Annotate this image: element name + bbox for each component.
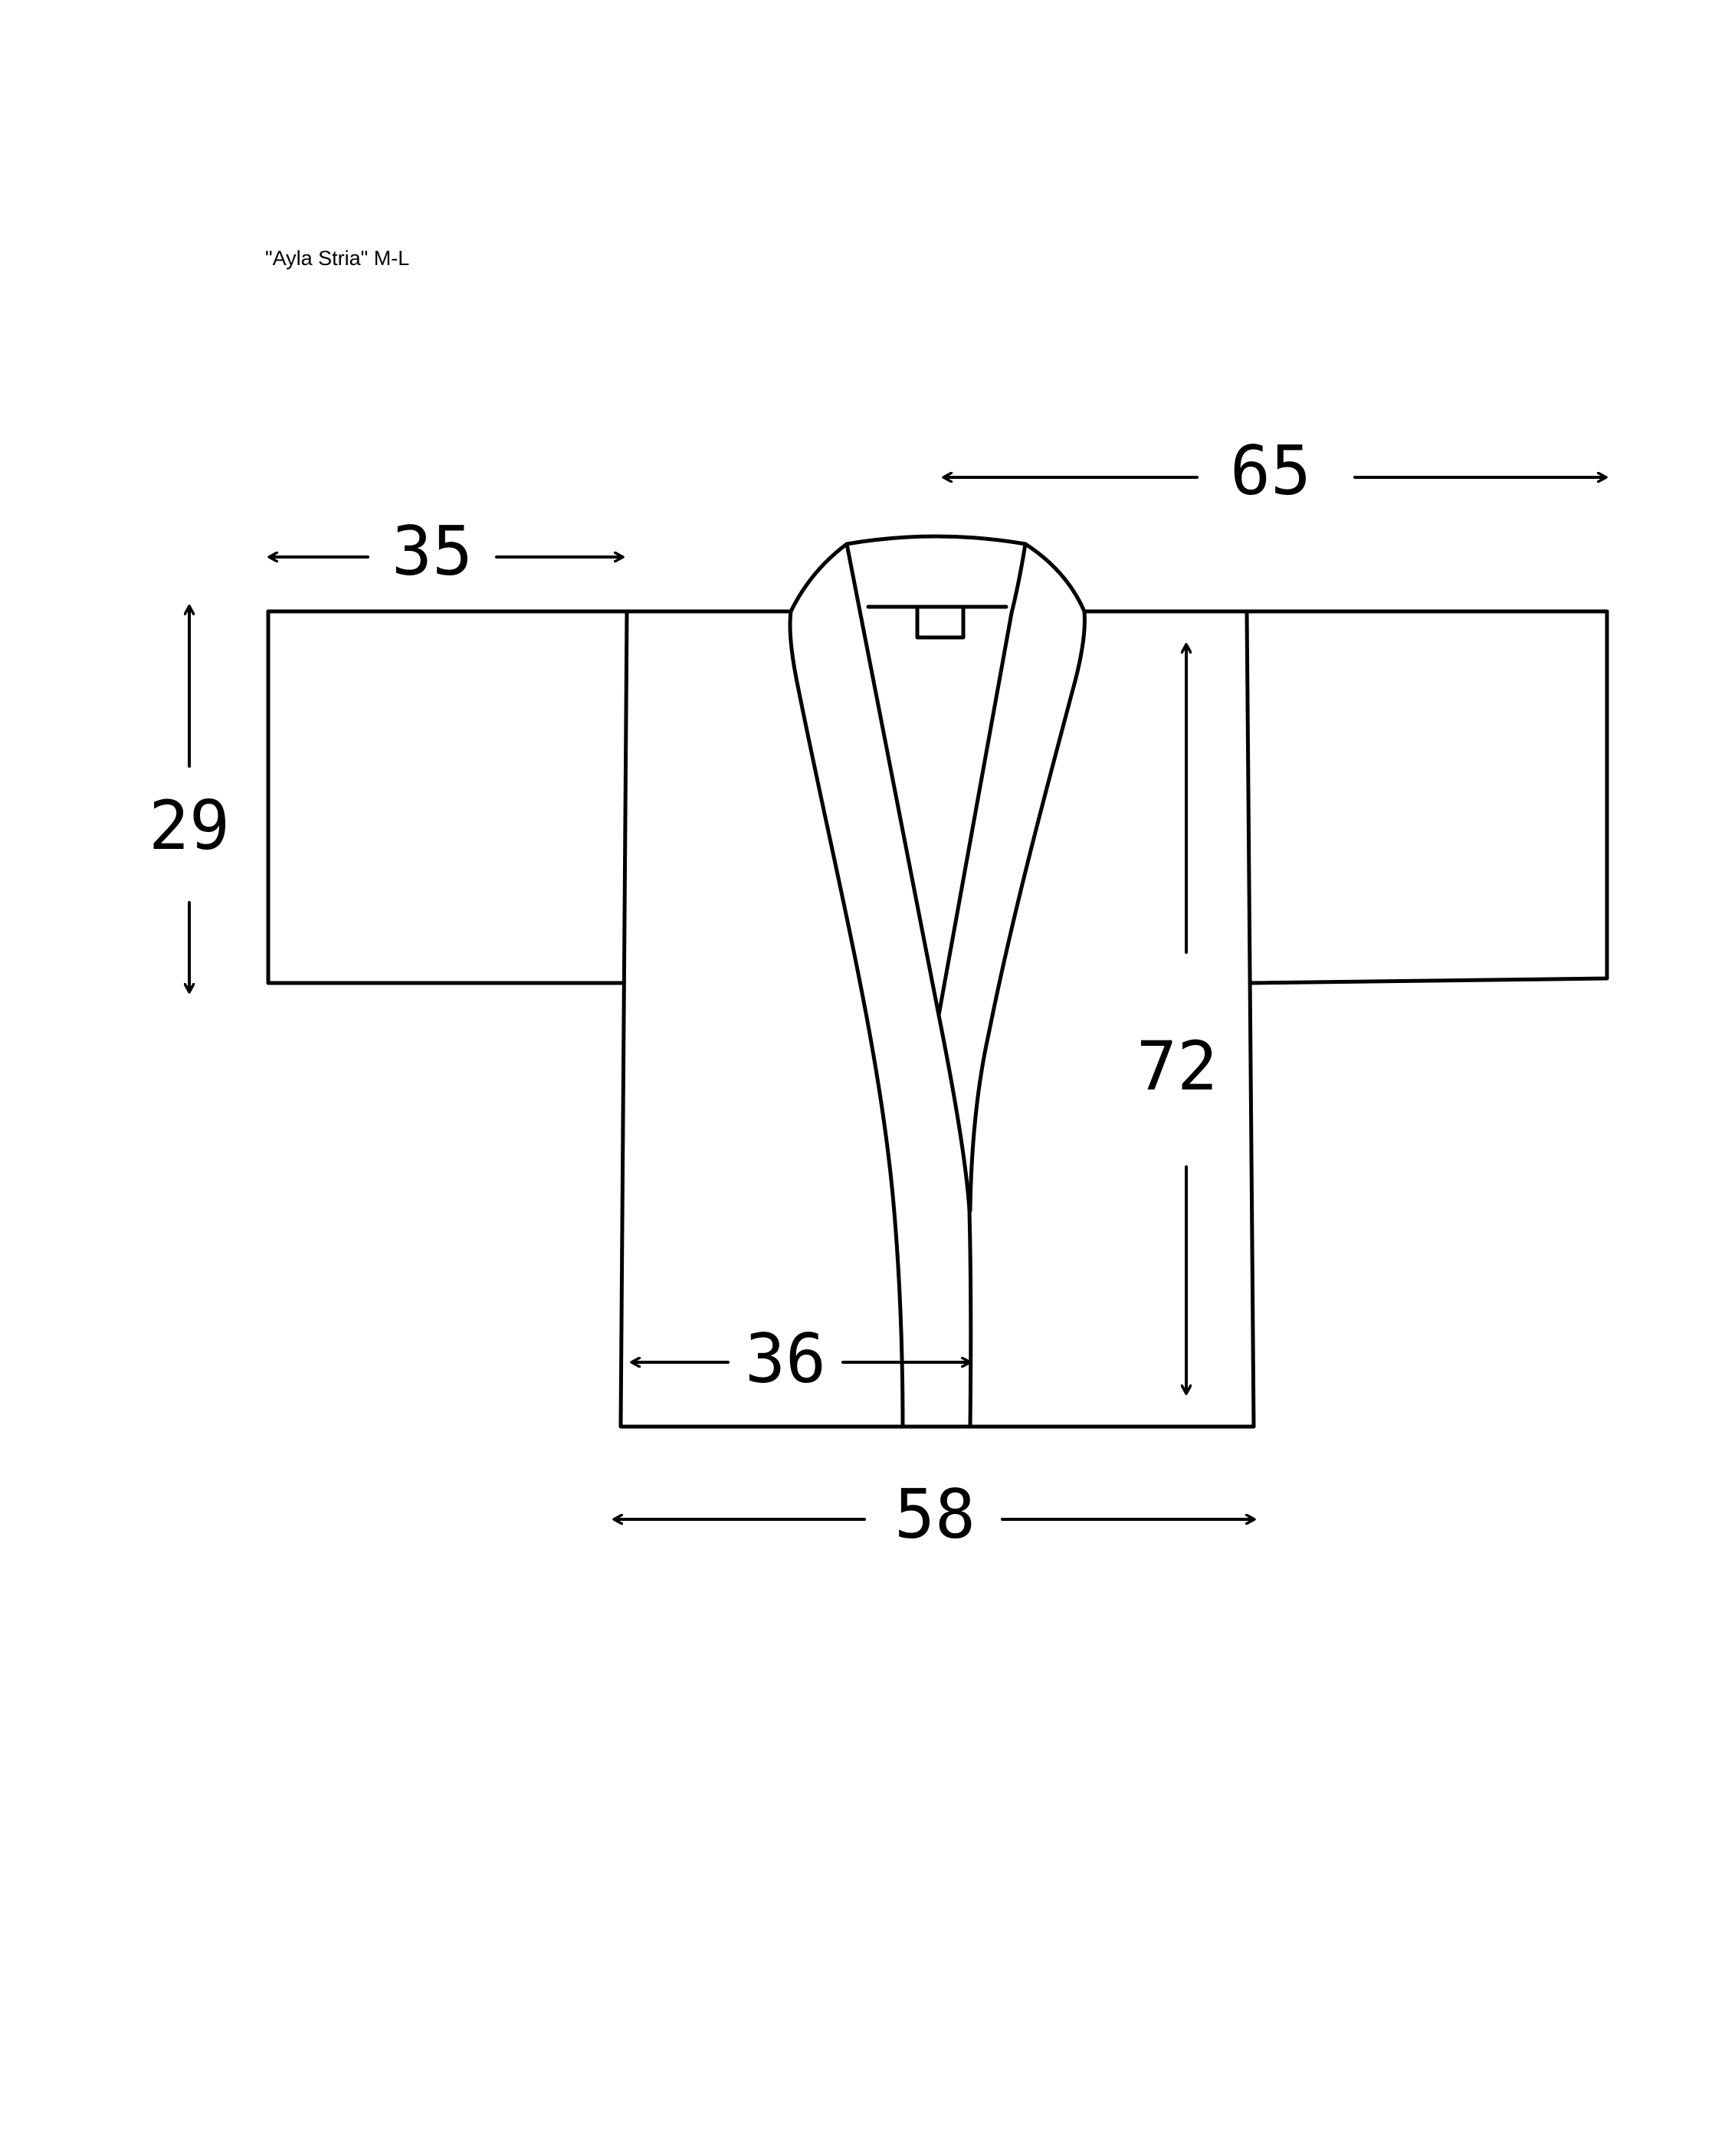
left-lapel-inner — [847, 544, 971, 1427]
left-sleeve — [268, 611, 627, 983]
body-outline — [621, 611, 1254, 1427]
body-width-label: 58 — [894, 1475, 976, 1554]
dimension-sleeve-length — [270, 512, 622, 591]
front-panel-width-label: 36 — [745, 1319, 826, 1398]
right-lapel-inner — [939, 544, 1025, 1015]
half-width-label: 65 — [1230, 431, 1311, 510]
left-lapel-outer — [790, 611, 903, 1427]
dimension-sleeve-height — [149, 607, 230, 991]
dimension-body-width — [615, 1475, 1254, 1554]
right-lapel-outer — [970, 611, 1084, 1211]
dimension-front-panel-width — [632, 1319, 969, 1398]
dimension-body-length — [1136, 645, 1218, 1393]
dimension-half-width — [944, 431, 1605, 510]
sleeve-length-label: 35 — [392, 512, 473, 591]
garment-title: "Ayla Stria" M-L — [265, 247, 410, 270]
neck-label — [917, 607, 963, 637]
sleeve-height-label: 29 — [149, 786, 230, 865]
right-sleeve — [1247, 611, 1607, 983]
collar-outer — [791, 536, 1084, 611]
kimono-outline — [268, 536, 1607, 1427]
body-length-label: 72 — [1136, 1027, 1218, 1106]
